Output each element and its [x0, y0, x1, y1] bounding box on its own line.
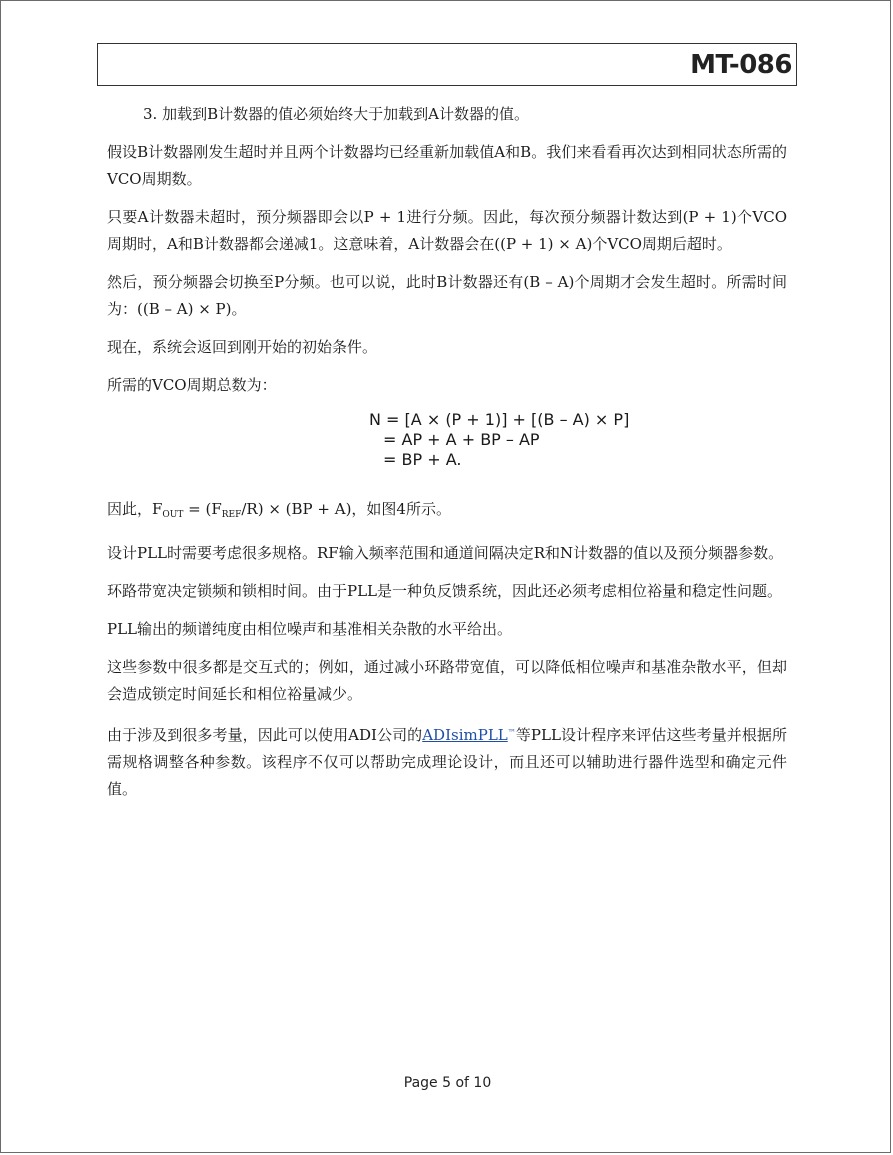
paragraph-spectral-purity: PLL输出的频谱纯度由相位噪声和基准相关杂散的水平给出。 [107, 620, 513, 638]
paragraph-total-cycles: 所需的VCO周期总数为： [107, 376, 277, 394]
list-item [107, 101, 787, 128]
paragraph-interactive-params: 这些参数中很多都是交互式的；例如，通过减小环路带宽值，可以降低相位噪声和基准杂散水平，但却会造成锁定时间延长和相位裕量减少。 [107, 658, 787, 703]
fref-subscript: REF [221, 510, 242, 520]
trademark-symbol: ™ [507, 728, 516, 737]
paragraph-loop-bandwidth: 环路带宽决定锁频和锁相时间。由于PLL是一种负反馈系统，因此还必须考虑相位裕量和稳定性问题。 [107, 582, 783, 600]
fout-prefix: 因此，F [107, 500, 163, 518]
paragraph-initial-condition: 现在，系统会返回到刚开始的初始条件。 [107, 338, 378, 356]
paragraph-adisimpll [107, 719, 787, 803]
list-item-number: 3. [143, 105, 158, 123]
fout-mid: = (F [183, 500, 222, 518]
fout-rest: /R) × (BP + A)，如图4所示。 [241, 500, 451, 518]
page-number: Page 5 of 10 [403, 1075, 492, 1091]
paragraph-a-counter: 只要A计数器未超时，预分频器即会以P + 1进行分频。因此，每次预分频器计数达到(P + 1)个VCO周期时，A和B计数器都会递减1。这意味着，A计数器会在((P + 1) × A)个VCO周期后超时。 [107, 208, 787, 253]
adisimpll-text-before: 由于涉及到很多考量，因此可以使用ADI公司的 [107, 726, 423, 744]
adisimpll-text-after: 等PLL设计程序来评估这些考量并根据所需规格调整各种参数。该程序不仅可以帮助完成理论设计，而且还可以辅助进行器件选型和确定元件值。 [107, 726, 787, 798]
equation-line-2: = AP + A + BP – AP [383, 430, 540, 449]
paragraph-pll-specs: 设计PLL时需要考虑很多规格。RF输入频率范围和通道间隔决定R和N计数器的值以及预分频器参数。 [107, 544, 784, 562]
paragraph-prescaler-switch: 然后，预分频器会切换至P分频。也可以说，此时B计数器还有(B – A)个周期才会发生超时。所需时间为：((B – A) × P)。 [107, 273, 787, 318]
paragraph-counter-reload: 假设B计数器刚发生超时并且两个计数器均已经重新加载值A和B。我们来看看再次达到相同状态所需的VCO周期数。 [107, 143, 787, 188]
paragraph-fout-formula [107, 496, 787, 529]
equation-block [369, 410, 787, 470]
header-box [97, 43, 797, 86]
list-item-text: 加载到B计数器的值必须始终大于加载到A计数器的值。 [162, 105, 529, 123]
document-id: MT-086 [690, 50, 792, 80]
fout-subscript: OUT [162, 510, 184, 520]
document-body [107, 101, 787, 814]
adisimpll-link[interactable]: ADIsimPLL [422, 726, 508, 744]
equation-line-1: N = [A × (P + 1)] + [(B – A) × P] [369, 410, 630, 429]
equation-line-3: = BP + A. [383, 450, 462, 469]
